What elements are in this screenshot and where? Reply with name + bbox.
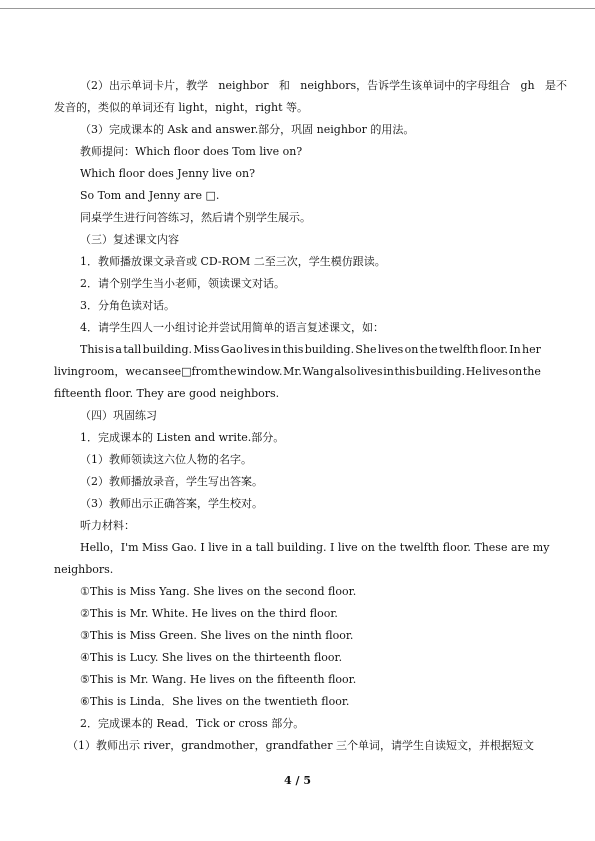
word: on <box>508 365 523 378</box>
list-item: 3．分角色读对话。 <box>80 299 175 312</box>
word: building. <box>142 343 193 356</box>
word: on <box>404 343 419 356</box>
word: He <box>465 365 482 378</box>
word: lives <box>482 365 508 378</box>
word: also <box>334 365 357 378</box>
section-heading: （四）巩固练习 <box>80 409 157 422</box>
paragraph-line <box>54 361 541 383</box>
word: the <box>218 365 237 378</box>
word: Wang <box>302 365 334 378</box>
list-item: ①This is Miss Yang. She lives on the second floor. <box>80 585 357 598</box>
word: Gao <box>220 343 243 356</box>
word: living <box>54 365 85 378</box>
list-item: （1）教师领读这六位人物的名字。 <box>80 453 252 466</box>
word: lives <box>244 343 270 356</box>
list-item: 2．完成课本的 Read．Tick or cross 部分。 <box>80 717 305 730</box>
word: a <box>115 343 122 356</box>
word: Miss <box>193 343 220 356</box>
list-item: ④This is Lucy. She lives on the thirteenth floor. <box>80 651 343 664</box>
header-rule <box>0 8 595 9</box>
page-number: 4 / 5 <box>284 774 311 787</box>
word: the <box>522 365 541 378</box>
word: building. <box>415 365 466 378</box>
list-item: 2．请个别学生当小老师，领读课文对话。 <box>80 277 285 290</box>
list-item: ②This is Mr. White. He lives on the third floor. <box>80 607 338 620</box>
list-item: 1．教师播放课文录音或 CD-ROM 二至三次，学生模仿跟读。 <box>80 255 386 268</box>
word: floor. <box>479 343 508 356</box>
paragraph-line <box>80 75 567 97</box>
word: can <box>142 365 162 378</box>
word: in <box>270 343 282 356</box>
section-heading: （三）复述课文内容 <box>80 233 179 246</box>
word: her <box>522 343 541 356</box>
word: see□from <box>162 365 218 378</box>
list-item: 4．请学生四人一小组讨论并尝试用简单的语言复述课文，如： <box>80 321 384 334</box>
word: building. <box>304 343 355 356</box>
word: room，we <box>85 365 142 378</box>
word: window. <box>237 365 283 378</box>
paragraph-line: 发音的，类似的单词还有 light，night，right 等。 <box>54 101 309 114</box>
paragraph-line: Hello，I'm Miss Gao. I live in a tall building. I live on the twelfth floor. These are my <box>80 541 550 554</box>
word: This <box>80 343 104 356</box>
paragraph-line: 听力材料： <box>80 519 135 532</box>
paragraph-line: 同桌学生进行问答练习，然后请个别学生展示。 <box>80 211 311 224</box>
word: Mr. <box>283 365 302 378</box>
word: neighbor <box>218 79 269 92</box>
word: is <box>104 343 115 356</box>
word: 是不 <box>545 79 567 92</box>
word: this <box>282 343 304 356</box>
word: lives <box>377 343 404 356</box>
paragraph-line: neighbors. <box>54 563 114 576</box>
list-item: ⑥This is Linda．She lives on the twentieth floor. <box>80 695 350 708</box>
paragraph-line: Which floor does Jenny live on? <box>80 167 255 180</box>
word: lives <box>357 365 383 378</box>
word: tall <box>123 343 142 356</box>
word: （2）出示单词卡片，教学 <box>80 79 208 92</box>
list-item: ⑤This is Mr. Wang. He lives on the fifteenth floor. <box>80 673 357 686</box>
list-item: 1．完成课本的 Listen and write.部分。 <box>80 431 285 444</box>
word: this <box>394 365 416 378</box>
paragraph-line: fifteenth floor. They are good neighbors. <box>54 387 280 400</box>
word: twelfth <box>439 343 479 356</box>
paragraph-line <box>80 339 541 361</box>
paragraph-line: 教师提问：Which floor does Tom live on? <box>80 145 303 158</box>
word: neighbors，告诉学生该单词中的字母组合 <box>300 79 511 92</box>
word: in <box>383 365 394 378</box>
list-item: ③This is Miss Green. She lives on the ninth floor. <box>80 629 354 642</box>
list-item: （3）教师出示正确答案，学生校对。 <box>80 497 263 510</box>
list-item: （2）教师播放录音，学生写出答案。 <box>80 475 263 488</box>
word: In <box>509 343 521 356</box>
word: She <box>355 343 377 356</box>
paragraph-line: So Tom and Jenny are □. <box>80 189 220 202</box>
word: 和 <box>278 79 290 92</box>
paragraph-line: （1）教师出示 river，grandmother，grandfather 三个单词，请学生自读短文，并根据短文 <box>67 739 534 752</box>
paragraph-line: （3）完成课本的 Ask and answer.部分，巩固 neighbor 的用法。 <box>80 123 415 136</box>
word: the <box>419 343 438 356</box>
word: gh <box>520 79 535 92</box>
